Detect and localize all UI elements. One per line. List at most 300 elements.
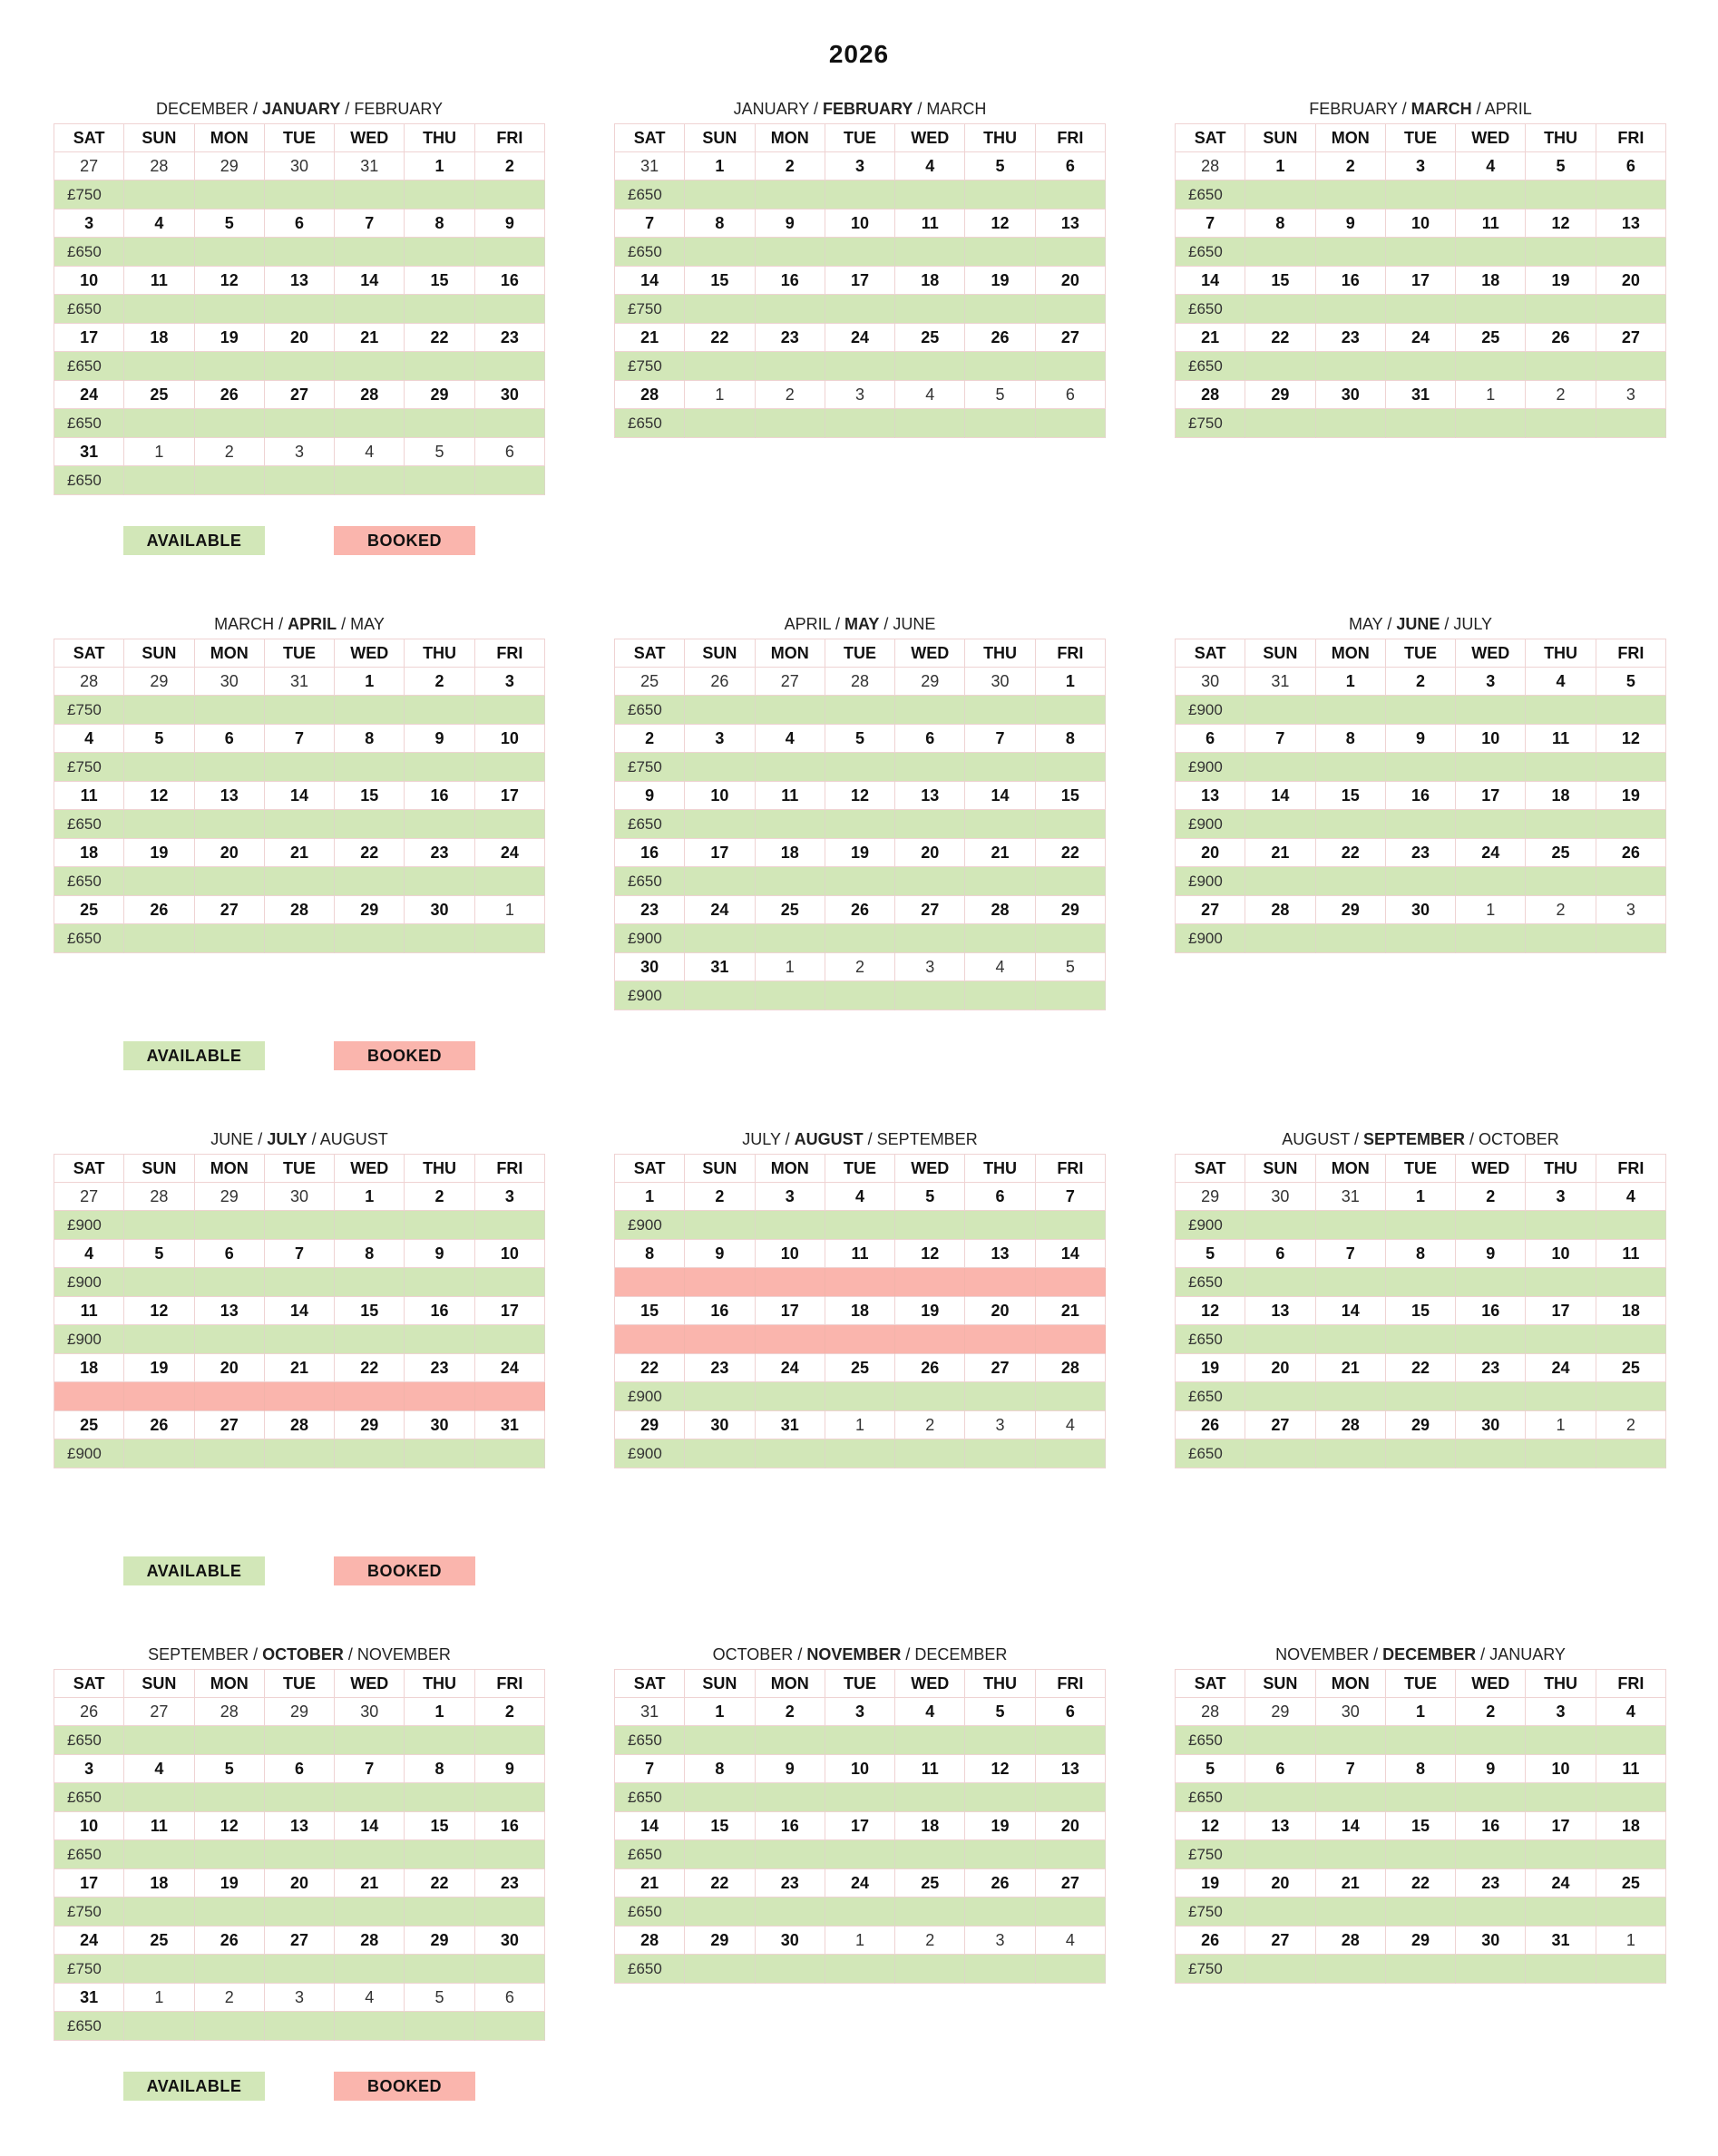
date-cell[interactable]: 27 [1036,324,1106,352]
date-cell[interactable]: 1 [825,1927,895,1955]
week-price-cell[interactable] [1316,1897,1386,1927]
week-price-cell[interactable] [335,180,405,210]
date-cell[interactable]: 28 [124,1183,194,1211]
week-price-cell[interactable] [685,352,755,381]
week-price-cell[interactable] [825,352,895,381]
date-cell[interactable]: 26 [1596,839,1666,867]
date-cell[interactable]: 20 [195,839,265,867]
date-cell[interactable]: 30 [1316,381,1386,409]
week-price-cell[interactable] [54,409,124,438]
week-price-cell[interactable] [1176,696,1245,725]
week-price-cell[interactable] [265,1840,335,1869]
week-price-cell[interactable] [335,1955,405,1984]
week-price-cell[interactable] [1596,1268,1666,1297]
week-price-cell[interactable] [195,1783,265,1812]
week-price-cell[interactable] [1245,1726,1315,1755]
week-price-cell[interactable] [1245,295,1315,324]
booked-week-cell[interactable] [265,1382,335,1411]
date-cell[interactable]: 27 [1245,1411,1315,1439]
week-price-cell[interactable] [1456,1783,1526,1812]
week-price-cell[interactable] [825,1211,895,1240]
week-price-cell[interactable] [685,981,755,1010]
date-cell[interactable]: 20 [1245,1354,1315,1382]
week-price-cell[interactable] [475,409,545,438]
week-price-cell[interactable] [335,1325,405,1354]
date-cell[interactable]: 1 [335,1183,405,1211]
date-cell[interactable]: 5 [195,210,265,238]
week-price-cell[interactable] [1036,1840,1106,1869]
week-price-cell[interactable] [124,1897,194,1927]
date-cell[interactable]: 2 [1526,896,1596,924]
week-price-cell[interactable] [756,1726,825,1755]
date-cell[interactable]: 3 [1526,1183,1596,1211]
week-price-cell[interactable] [475,1840,545,1869]
date-cell[interactable]: 27 [1036,1869,1106,1897]
date-cell[interactable]: 23 [1456,1869,1526,1897]
date-cell[interactable]: 18 [1596,1812,1666,1840]
week-price-cell[interactable] [265,1439,335,1468]
date-cell[interactable]: 2 [475,1698,545,1726]
week-price-cell[interactable] [965,295,1035,324]
date-cell[interactable]: 21 [265,1354,335,1382]
booked-week-cell[interactable] [475,1382,545,1411]
week-price-cell[interactable] [1456,1840,1526,1869]
week-price-cell[interactable] [124,409,194,438]
date-cell[interactable]: 29 [195,152,265,180]
date-cell[interactable]: 31 [265,668,335,696]
week-price-cell[interactable] [1526,924,1596,953]
date-cell[interactable]: 28 [825,668,895,696]
week-price-cell[interactable] [54,1439,124,1468]
week-price-cell[interactable] [1245,810,1315,839]
week-price-cell[interactable] [124,696,194,725]
week-price-cell[interactable] [124,180,194,210]
week-price-cell[interactable] [1176,810,1245,839]
week-price-cell[interactable] [54,466,124,495]
week-price-cell[interactable] [335,924,405,953]
week-price-cell[interactable] [1386,238,1456,267]
date-cell[interactable]: 5 [1526,152,1596,180]
date-cell[interactable]: 31 [1245,668,1315,696]
date-cell[interactable]: 30 [1176,668,1245,696]
date-cell[interactable]: 30 [195,668,265,696]
week-price-cell[interactable] [54,1840,124,1869]
week-price-cell[interactable] [195,1726,265,1755]
date-cell[interactable]: 4 [335,1984,405,2012]
date-cell[interactable]: 14 [335,1812,405,1840]
date-cell[interactable]: 20 [265,1869,335,1897]
date-cell[interactable]: 19 [1176,1354,1245,1382]
date-cell[interactable]: 28 [1316,1411,1386,1439]
week-price-cell[interactable] [265,753,335,782]
date-cell[interactable]: 5 [124,725,194,753]
date-cell[interactable]: 1 [1456,896,1526,924]
date-cell[interactable]: 26 [195,381,265,409]
week-price-cell[interactable] [54,810,124,839]
week-price-cell[interactable] [475,1897,545,1927]
date-cell[interactable]: 19 [124,1354,194,1382]
date-cell[interactable]: 2 [1386,668,1456,696]
week-price-cell[interactable] [265,295,335,324]
date-cell[interactable]: 24 [1456,839,1526,867]
week-price-cell[interactable] [405,1325,474,1354]
week-price-cell[interactable] [825,1897,895,1927]
date-cell[interactable]: 18 [895,267,965,295]
week-price-cell[interactable] [265,409,335,438]
date-cell[interactable]: 7 [265,725,335,753]
week-price-cell[interactable] [1596,1439,1666,1468]
date-cell[interactable]: 2 [615,725,685,753]
week-price-cell[interactable] [615,696,685,725]
date-cell[interactable]: 4 [1596,1698,1666,1726]
date-cell[interactable]: 4 [965,953,1035,981]
date-cell[interactable]: 23 [1456,1354,1526,1382]
date-cell[interactable]: 22 [1386,1354,1456,1382]
date-cell[interactable]: 3 [825,381,895,409]
date-cell[interactable]: 27 [54,1183,124,1211]
date-cell[interactable]: 5 [1176,1240,1245,1268]
week-price-cell[interactable] [475,352,545,381]
week-price-cell[interactable] [1456,1439,1526,1468]
booked-week-cell[interactable] [756,1268,825,1297]
week-price-cell[interactable] [965,981,1035,1010]
date-cell[interactable]: 9 [405,1240,474,1268]
week-price-cell[interactable] [1245,1955,1315,1984]
week-price-cell[interactable] [825,810,895,839]
week-price-cell[interactable] [1245,867,1315,896]
week-price-cell[interactable] [895,180,965,210]
week-price-cell[interactable] [1176,753,1245,782]
week-price-cell[interactable] [1036,1783,1106,1812]
week-price-cell[interactable] [1316,1955,1386,1984]
week-price-cell[interactable] [1456,924,1526,953]
week-price-cell[interactable] [475,1268,545,1297]
week-price-cell[interactable] [1456,1268,1526,1297]
date-cell[interactable]: 23 [685,1354,755,1382]
week-price-cell[interactable] [1036,981,1106,1010]
week-price-cell[interactable] [965,180,1035,210]
date-cell[interactable]: 13 [195,782,265,810]
week-price-cell[interactable] [405,1955,474,1984]
week-price-cell[interactable] [54,867,124,896]
date-cell[interactable]: 17 [825,1812,895,1840]
date-cell[interactable]: 26 [1526,324,1596,352]
date-cell[interactable]: 2 [895,1411,965,1439]
date-cell[interactable]: 22 [405,1869,474,1897]
date-cell[interactable]: 6 [1245,1240,1315,1268]
booked-week-cell[interactable] [895,1325,965,1354]
date-cell[interactable]: 27 [1176,896,1245,924]
date-cell[interactable]: 29 [1176,1183,1245,1211]
week-price-cell[interactable] [1526,753,1596,782]
date-cell[interactable]: 3 [1386,152,1456,180]
booked-week-cell[interactable] [615,1268,685,1297]
week-price-cell[interactable] [54,1955,124,1984]
week-price-cell[interactable] [265,810,335,839]
date-cell[interactable]: 17 [1526,1812,1596,1840]
date-cell[interactable]: 18 [124,1869,194,1897]
week-price-cell[interactable] [965,753,1035,782]
date-cell[interactable]: 1 [124,1984,194,2012]
week-price-cell[interactable] [756,753,825,782]
date-cell[interactable]: 8 [685,210,755,238]
week-price-cell[interactable] [965,1783,1035,1812]
date-cell[interactable]: 20 [1176,839,1245,867]
week-price-cell[interactable] [685,180,755,210]
week-price-cell[interactable] [124,867,194,896]
date-cell[interactable]: 11 [1456,210,1526,238]
date-cell[interactable]: 16 [685,1297,755,1325]
week-price-cell[interactable] [1316,180,1386,210]
week-price-cell[interactable] [195,1439,265,1468]
date-cell[interactable]: 1 [685,381,755,409]
week-price-cell[interactable] [1176,1325,1245,1354]
date-cell[interactable]: 31 [615,152,685,180]
date-cell[interactable]: 1 [756,953,825,981]
date-cell[interactable]: 4 [124,1755,194,1783]
week-price-cell[interactable] [195,810,265,839]
week-price-cell[interactable] [685,753,755,782]
week-price-cell[interactable] [1596,295,1666,324]
date-cell[interactable]: 18 [1596,1297,1666,1325]
week-price-cell[interactable] [195,180,265,210]
date-cell[interactable]: 8 [1036,725,1106,753]
date-cell[interactable]: 1 [1245,152,1315,180]
booked-week-cell[interactable] [965,1268,1035,1297]
week-price-cell[interactable] [1386,1897,1456,1927]
date-cell[interactable]: 20 [265,324,335,352]
date-cell[interactable]: 8 [405,1755,474,1783]
date-cell[interactable]: 25 [615,668,685,696]
week-price-cell[interactable] [615,352,685,381]
date-cell[interactable]: 12 [124,782,194,810]
date-cell[interactable]: 7 [1316,1755,1386,1783]
week-price-cell[interactable] [895,1211,965,1240]
date-cell[interactable]: 14 [615,267,685,295]
date-cell[interactable]: 27 [195,896,265,924]
week-price-cell[interactable] [265,1897,335,1927]
date-cell[interactable]: 20 [1036,1812,1106,1840]
date-cell[interactable]: 28 [615,1927,685,1955]
week-price-cell[interactable] [335,352,405,381]
date-cell[interactable]: 18 [124,324,194,352]
week-price-cell[interactable] [1316,753,1386,782]
date-cell[interactable]: 26 [825,896,895,924]
week-price-cell[interactable] [756,1382,825,1411]
date-cell[interactable]: 14 [265,782,335,810]
date-cell[interactable]: 11 [124,267,194,295]
date-cell[interactable]: 5 [1036,953,1106,981]
date-cell[interactable]: 27 [1596,324,1666,352]
date-cell[interactable]: 17 [1386,267,1456,295]
date-cell[interactable]: 30 [1456,1411,1526,1439]
week-price-cell[interactable] [265,867,335,896]
week-price-cell[interactable] [756,238,825,267]
date-cell[interactable]: 20 [1245,1869,1315,1897]
week-price-cell[interactable] [1245,753,1315,782]
date-cell[interactable]: 15 [1386,1812,1456,1840]
booked-week-cell[interactable] [685,1268,755,1297]
week-price-cell[interactable] [685,1897,755,1927]
week-price-cell[interactable] [1316,1840,1386,1869]
week-price-cell[interactable] [195,924,265,953]
week-price-cell[interactable] [124,295,194,324]
week-price-cell[interactable] [1036,1439,1106,1468]
week-price-cell[interactable] [895,1439,965,1468]
date-cell[interactable]: 16 [475,267,545,295]
date-cell[interactable]: 24 [825,324,895,352]
date-cell[interactable]: 23 [1386,839,1456,867]
date-cell[interactable]: 5 [895,1183,965,1211]
date-cell[interactable]: 3 [965,1927,1035,1955]
date-cell[interactable]: 10 [1526,1240,1596,1268]
week-price-cell[interactable] [825,1955,895,1984]
date-cell[interactable]: 24 [1526,1354,1596,1382]
week-price-cell[interactable] [685,238,755,267]
date-cell[interactable]: 26 [965,1869,1035,1897]
date-cell[interactable]: 21 [1176,324,1245,352]
date-cell[interactable]: 11 [756,782,825,810]
week-price-cell[interactable] [1245,924,1315,953]
week-price-cell[interactable] [54,1325,124,1354]
date-cell[interactable]: 3 [54,1755,124,1783]
week-price-cell[interactable] [1176,1840,1245,1869]
week-price-cell[interactable] [1526,1439,1596,1468]
date-cell[interactable]: 10 [685,782,755,810]
date-cell[interactable]: 20 [1596,267,1666,295]
week-price-cell[interactable] [615,1840,685,1869]
date-cell[interactable]: 16 [1456,1297,1526,1325]
date-cell[interactable]: 29 [895,668,965,696]
booked-week-cell[interactable] [965,1325,1035,1354]
week-price-cell[interactable] [1245,409,1315,438]
week-price-cell[interactable] [825,924,895,953]
week-price-cell[interactable] [335,1840,405,1869]
week-price-cell[interactable] [195,295,265,324]
date-cell[interactable]: 22 [1036,839,1106,867]
date-cell[interactable]: 25 [1596,1354,1666,1382]
date-cell[interactable]: 2 [405,668,474,696]
date-cell[interactable]: 15 [1316,782,1386,810]
week-price-cell[interactable] [1316,810,1386,839]
date-cell[interactable]: 2 [685,1183,755,1211]
week-price-cell[interactable] [685,867,755,896]
date-cell[interactable]: 3 [1596,896,1666,924]
week-price-cell[interactable] [1596,1840,1666,1869]
date-cell[interactable]: 31 [54,438,124,466]
date-cell[interactable]: 21 [615,324,685,352]
week-price-cell[interactable] [1596,352,1666,381]
date-cell[interactable]: 6 [1036,381,1106,409]
week-price-cell[interactable] [1176,238,1245,267]
date-cell[interactable]: 28 [1176,381,1245,409]
week-price-cell[interactable] [825,753,895,782]
date-cell[interactable]: 12 [825,782,895,810]
date-cell[interactable]: 30 [475,1927,545,1955]
week-price-cell[interactable] [54,2012,124,2041]
week-price-cell[interactable] [335,2012,405,2041]
week-price-cell[interactable] [1245,1325,1315,1354]
week-price-cell[interactable] [1456,180,1526,210]
week-price-cell[interactable] [1456,867,1526,896]
week-price-cell[interactable] [1456,295,1526,324]
date-cell[interactable]: 30 [1316,1698,1386,1726]
week-price-cell[interactable] [1245,1268,1315,1297]
date-cell[interactable]: 16 [1316,267,1386,295]
week-price-cell[interactable] [965,867,1035,896]
week-price-cell[interactable] [124,1840,194,1869]
week-price-cell[interactable] [475,180,545,210]
week-price-cell[interactable] [265,352,335,381]
week-price-cell[interactable] [756,1439,825,1468]
week-price-cell[interactable] [1386,924,1456,953]
week-price-cell[interactable] [124,1325,194,1354]
week-price-cell[interactable] [965,1955,1035,1984]
date-cell[interactable]: 2 [756,1698,825,1726]
date-cell[interactable]: 2 [1456,1183,1526,1211]
date-cell[interactable]: 26 [895,1354,965,1382]
week-price-cell[interactable] [1456,238,1526,267]
week-price-cell[interactable] [685,924,755,953]
week-price-cell[interactable] [124,466,194,495]
date-cell[interactable]: 9 [475,210,545,238]
date-cell[interactable]: 31 [54,1984,124,2012]
date-cell[interactable]: 10 [475,1240,545,1268]
week-price-cell[interactable] [195,238,265,267]
date-cell[interactable]: 27 [1245,1927,1315,1955]
week-price-cell[interactable] [1596,753,1666,782]
week-price-cell[interactable] [1316,238,1386,267]
date-cell[interactable]: 7 [615,1755,685,1783]
date-cell[interactable]: 9 [1316,210,1386,238]
date-cell[interactable]: 3 [685,725,755,753]
week-price-cell[interactable] [965,1382,1035,1411]
week-price-cell[interactable] [265,1955,335,1984]
week-price-cell[interactable] [1456,1211,1526,1240]
date-cell[interactable]: 29 [1386,1411,1456,1439]
date-cell[interactable]: 26 [685,668,755,696]
week-price-cell[interactable] [265,1726,335,1755]
date-cell[interactable]: 24 [685,896,755,924]
week-price-cell[interactable] [1526,810,1596,839]
date-cell[interactable]: 14 [335,267,405,295]
week-price-cell[interactable] [685,810,755,839]
date-cell[interactable]: 9 [475,1755,545,1783]
week-price-cell[interactable] [825,1840,895,1869]
date-cell[interactable]: 30 [685,1411,755,1439]
date-cell[interactable]: 6 [1596,152,1666,180]
date-cell[interactable]: 24 [475,1354,545,1382]
week-price-cell[interactable] [615,180,685,210]
date-cell[interactable]: 7 [1245,725,1315,753]
date-cell[interactable]: 13 [1176,782,1245,810]
date-cell[interactable]: 15 [335,782,405,810]
date-cell[interactable]: 3 [1456,668,1526,696]
week-price-cell[interactable] [756,1840,825,1869]
date-cell[interactable]: 13 [1245,1297,1315,1325]
week-price-cell[interactable] [1386,810,1456,839]
date-cell[interactable]: 8 [1245,210,1315,238]
date-cell[interactable]: 16 [756,1812,825,1840]
week-price-cell[interactable] [895,1955,965,1984]
date-cell[interactable]: 11 [895,1755,965,1783]
week-price-cell[interactable] [825,295,895,324]
week-price-cell[interactable] [965,352,1035,381]
week-price-cell[interactable] [54,295,124,324]
date-cell[interactable]: 1 [1386,1183,1456,1211]
week-price-cell[interactable] [1596,810,1666,839]
week-price-cell[interactable] [54,753,124,782]
